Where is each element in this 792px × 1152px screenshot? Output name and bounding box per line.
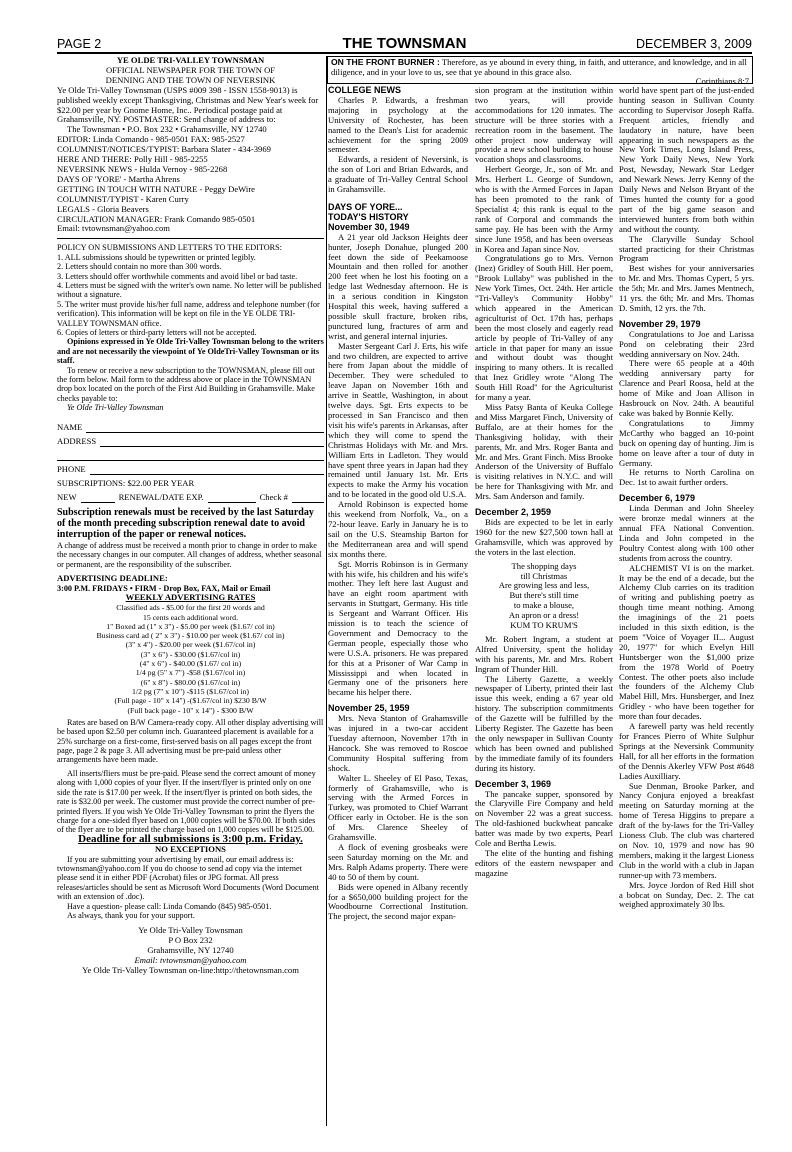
subscription-price: SUBSCRIPTIONS: $22.00 PER YEAR: [57, 477, 195, 488]
article-paragraph: Miss Patsy Banta of Keuka College and Miss Margaret Finch, University of Buffalo, are at their homes for the Thanksgiving holiday, with their parents, Mr. and Mrs. Roger Banta and Mr. and Mrs. Grant Finch. Miss Brooke Anderson of the University of Buffalo is visiting relatives in N.Y.C. and will be here for Thanksgiving with Mr. and Mrs. Sam Anderson and family.: [475, 402, 613, 502]
column-divider: [326, 56, 327, 1126]
postal-address: The Townsman • P.O. Box 232 • Grahamsville, NY 12740: [67, 124, 267, 135]
submission-deadline: Deadline for all submissions is 3:00 p.m. Friday.: [78, 832, 303, 845]
staff-line: Email: tvtownsman@yahoo.com: [57, 223, 170, 234]
phone-row: [57, 461, 324, 475]
krums-ad-poem: [475, 562, 613, 631]
policy-item: 5. The writer must provide his/her full name, address and telephone number (for verification). This information will be kept on file in the YE OLDE TRI-VALLEY TOWNSMAN office.: [57, 299, 320, 328]
page-header: [57, 35, 752, 53]
date-heading: November 29, 1979: [619, 318, 701, 329]
poem-line: Are growing less and less,: [498, 580, 590, 591]
address-row-2: [57, 447, 324, 461]
staff-line: CIRCULATION MANAGER: Frank Comando 985-0501: [57, 213, 256, 224]
inserts-note: All inserts/fliers must be pre-paid. Please send the correct amount of money along with 1,000 copies of your flyer. If the insert/flyer is printed only on one side the rate is $17.00 per week. If the insert/flyer is printed on both sides, the rate is $32.00 per week. The customer must provide the correct number of pre-printed flyers. If you wish Ye Olde Tri-Valley Townsman to print the flyers the charge for a one-sided flyer based on 1,000 copies will be $70.00. If both sides of the flyer are to be printed the charge based on 1,000 copies will be $125.00.: [57, 768, 316, 835]
rate-line: (4" x 6") - $40.00 ($1.67/ col in): [139, 659, 242, 669]
rate-line: (Full back page - 10" x 14") - $300 B/W: [127, 705, 254, 715]
no-exceptions: NO EXCEPTIONS: [155, 843, 226, 854]
article-paragraph: A 21 year old Jackson Heights deer hunter, Joseph Donahue, plunged 200 feet down the side of Peekamoose Mountain and then rolled for another 200 feet when he lost his footing on a ledge last Wednesday afternoon. He is in a serious condition in Kingston Hospital this week, having suffered a possible skull fracture, broken ribs, punctured lung, fractures of arm and wrist, and general internal injuries.: [328, 231, 468, 341]
divider: [57, 238, 324, 239]
staff-list: [57, 135, 324, 234]
name-row: [57, 419, 324, 433]
news-column-4: [619, 86, 754, 1128]
article-paragraph: He returns to North Carolina on Dec. 1st to await further orders.: [619, 467, 754, 488]
staff-line: EDITOR: Linda Comando - 985-0501 FAX: 985-2527: [57, 134, 245, 145]
staff-line: NEVERSINK NEWS - Hulda Vernoy - 985-2268: [57, 163, 228, 174]
staff-line: COLUMNIST/TYPIST - Karen Curry: [57, 193, 189, 204]
staff-line: GETTING IN TOUCH WITH NATURE - Peggy DeWire: [57, 183, 255, 194]
thanks-note: As always, thank you for your support.: [67, 910, 195, 920]
date-heading: December 6, 1979: [619, 493, 696, 504]
article-paragraph: Herbert George, Jr., son of Mr. and Mrs. Herbert L. George of Sundown, who is with the Armed Forces in Japan has been promoted to the rank of Specialist 4; this rank is equal to the rank of Corporal and commands the same pay. He has been with the Army since June 1958, and has been overseas in Korea and Japan since Nov.: [475, 164, 613, 254]
article-paragraph: Walter L. Sheeley of El Paso, Texas, formerly of Grahamsville, who is serving with the Armed Forces in Turkey, was promoted to Chief Warrant Officer early in October. He is the son of Mrs. Clarence Sheeley of Grahamsville.: [328, 772, 468, 843]
policy-item: 3. Letters should offer worthwhile comments and avoid libel or bad taste.: [57, 271, 298, 281]
header-rule: [57, 52, 752, 54]
staff-line: LEGALS - Gloria Beavers: [57, 203, 149, 214]
renewal-row: [57, 489, 324, 503]
rate-line: 1/4 pg (5" x 7") -$58 ($1.67/col in): [135, 668, 246, 678]
poem-line: till Christmas: [520, 570, 568, 581]
address-row: [57, 433, 324, 447]
article-paragraph: There were 65 people at a 40th wedding anniversary party for Clarence and Pearl Roosa, held at the home of Mike and Joan Allison in Hasbrouck on Nov. 24th. A beautiful cake was baked by Bonnie Kelly.: [619, 358, 754, 418]
name-field[interactable]: [86, 424, 324, 433]
date-heading: November 25, 1959: [328, 703, 410, 714]
front-burner-box: [327, 56, 753, 87]
poem-line: An apron or a dress!: [508, 610, 580, 621]
article-paragraph: Congratulations to Jimmy McCarthy who bagged an 10-point buck on opening day of hunting. Jim is home on leave after a tour of duty in Germany.: [619, 417, 754, 468]
article-paragraph: Best wishes for your anniversaries to Mr. and Mrs. Thomas Cypert, 5 yrs. the 5th; Mr. and Mrs. James Mentnech, 11 yrs. the 6th; Mr. and Mrs. Thomas D. Smith, 12 yrs. the 7th.: [619, 263, 754, 313]
article-paragraph: Master Sergeant Carl J. Erts, his wife and two children, are expected to arrive here from Japan about the middle of December. They were scheduled to leave Japan on November 16th and arrive in Seattle, Washington, in about twelve days. Sgt. Erts expects to be processed in San Francisco and then visit his wife's parents in Arkansas, after which they will come to spend the Christmas Holidays with Mr. and Mrs. William Erts in Ladleton. They would have spent three years in Japan had they remained until January 1st. Mr. Erts expects to make the Army his vocation and to be located in the good old U.S.A.: [328, 340, 468, 500]
article-paragraph: Mrs. Neva Stanton of Grahamsville was injured in a two-car accident Tuesday afternoon, November 17th in Hancock. She was removed to Roscoe Community Hospital suffering from shock.: [328, 713, 468, 773]
new-label: NEW: [57, 491, 77, 502]
footer-line: P O Box 232: [168, 935, 213, 946]
front-burner-text: Therefore, as ye abound in every thing, in faith, and utterance, and knowledge, and in all diligence, and in your love to us, see that ye abound in this grace also.: [331, 57, 747, 77]
address-field-2[interactable]: [57, 452, 324, 461]
article-paragraph: A farewell party was held recently for Frances Pierro of White Sulphur Springs at the Neversink Community Hall, for all her efforts in the formation of the Dennis Akerley VFW Post #648 Ladies Auxilliary.: [619, 721, 754, 781]
article-paragraph: The Claryville Sunday School started practicing for their Christmas Program: [619, 233, 754, 264]
payable-to: Ye Olde Tri-Valley Townsman: [67, 403, 164, 413]
rate-line: (Full page - 10" x 14") -($1.67/col in) $230 B/W: [114, 696, 267, 706]
footer-email[interactable]: Email: tvtownsman@yahoo.com: [134, 955, 247, 966]
news-column-2: [328, 86, 468, 1128]
footer-line: Ye Olde Tri-Valley Townsman: [138, 925, 243, 936]
address-field[interactable]: [100, 438, 324, 447]
article-paragraph: sion program at the institution within two years, will provide accommodations for 120 inmates. The structure will be three stories with a recreation room in the basement. The other project now underway will provide a new school building to house vocation shops and classrooms.: [475, 86, 613, 165]
college-news-heading: COLLEGE NEWS: [328, 86, 402, 95]
footer-line: Grahamsville, NY 12740: [147, 945, 234, 956]
policy-item: 4. Letters must be signed with the writer's own name. No letter will be published without a signature.: [57, 280, 322, 300]
masthead-column: [57, 56, 324, 1128]
paper-title: THE TOWNSMAN: [342, 35, 467, 52]
footer-address: [57, 926, 324, 976]
rate-line: 1" Boxed ad (1" x 3") - $5.00 per week ($1.67/ col in): [106, 621, 275, 631]
article-paragraph: Edwards, a resident of Neversink, is the son of Lori and Brian Edwards, and a graduate of Tri-Valley Central School in Grahamsville.: [328, 154, 468, 195]
article-paragraph: Congratulations to Joe and Larissa Pond on celebrating their 23rd wedding anniversary on Nov. 24th.: [619, 328, 754, 359]
masthead-sub: DENNING AND THE TOWN OF NEVERSINK: [105, 74, 276, 85]
phone-label: PHONE: [57, 463, 86, 474]
rate-line: 15 cents each additional word.: [142, 612, 239, 622]
question-note: Have a question- please call: Linda Comando (845) 985-0501.: [67, 901, 272, 911]
article-paragraph: Charles P. Edwards, a freshman majoring in psychology at the University of Rochester, has been named to the Dean's List for academic achievement for the spring 2009 semester.: [328, 94, 468, 155]
article-paragraph: ALCHEMIST VI is on the market. It may be the end of a decade, but the Alchemy Club carries on its tradition of writing and publishing poetry as though time meant nothing. Among the imaginings of the 21 poets included in this sixth edition, is the poem "Voice of Voyager II... August 20, 1977" for which Evelyn Hill Huntsberger won the $1,000 prize from the 1978 World of Poetry Contest. The other poets also include the founders of the Alchemy Club Mabel Hill, Mrs. Hunsberger, and Inez Gridley - who have been together for more than four decades.: [619, 562, 754, 722]
publication-info: Ye Olde Tri-Valley Townsman (USPS #009 398 - ISSN 1558-9013) is published weekly except Thanksgiving, Christmas and New Year's week for $22.00 per year by Gnome Home, Inc.. Periodical postage paid at Grahamsville, NY. POSTMASTER: Send change of address to:: [57, 84, 319, 125]
date-heading: December 2, 1959: [475, 507, 552, 518]
poem-line: to make a blouse,: [513, 600, 575, 611]
rate-line: (3" x 6") - $30.00 ($1.67/col in): [140, 649, 241, 659]
camera-ready-note: Rates are based on B/W Camera-ready copy. All other display advertising will be based upon $2.50 per column inch. Guaranteed placement is available for a 25% surcharge on a first-come, first-served basis on all pages except the front page, page 2 & page 3. All advertising must be pre-paid unless other arrangements have been made.: [57, 717, 324, 765]
date-heading: December 3, 1969: [475, 778, 552, 789]
ad-deadline: 3:00 P.M. FRIDAYS • FIRM - Drop Box, FAX, Mail or Email: [57, 583, 271, 593]
policy-item: 6. Copies of letters or third-party letters will not be accepted.: [57, 327, 257, 337]
rate-line: Business card ad ( 2" x 3") - $10.00 per week ($1.67/ col in): [96, 631, 285, 641]
rate-line: Classified ads - $5.00 for the first 20 words and: [116, 603, 265, 613]
rates-heading: WEEKLY ADVERTISING RATES: [125, 592, 256, 603]
article-paragraph: Sgt. Morris Robinson is in Germany with his wife, his children and his wife's mother. They left here last August and have an eight room apartment with servants in Stuttgart, Germany. His title is Sergeant and Warrant Officer. His mission is to teach the science of Government and Democracy to the German people, especially those who were U.S.A. prisoners. He was prepared for this at a Prisoner of War Camp in Mississippi and when located in Germany one of the prisoners here became his helper there.: [328, 558, 468, 698]
policy-heading: POLICY ON SUBMISSIONS AND LETTERS TO THE EDITORS:: [57, 243, 282, 253]
article-paragraph: A flock of evening grosbeaks were seen Saturday morning on the Mr. and Mrs. Ralph Adams property. There were 40 to 50 of them by count.: [328, 841, 468, 882]
address-change-note: A change of address must be received a month prior to change in order to make the necessary changes in our computer. All changes of address, whether seasonal or permanent, are the responsibility of the subscriber.: [57, 540, 322, 569]
subscriptions-row: [57, 475, 324, 489]
front-burner-reference: Corinthians 8:7: [695, 76, 749, 87]
staff-line: DAYS OF 'YORE' - Martha Ahrens: [57, 173, 180, 184]
renewal-label: RENEWAL/DATE EXP.: [118, 491, 204, 502]
article-paragraph: Bids are expected to be let in early 1960 for the new $27,500 town hall at Grahamsville, which was approved by the voters in the last election.: [475, 516, 613, 557]
footer-website[interactable]: Ye Olde Tri-Valley Townsman on-line:http://thetownsman.com: [82, 965, 299, 975]
poem-line: But there's still time: [509, 590, 579, 601]
article-paragraph: The elite of the hunting and fishing editors of the eastern newspaper and magazine: [475, 847, 613, 878]
article-paragraph: world have spent part of the just-ended hunting season in Sullivan County according to Supervisor Joseph Raffa. Frequent articles, friendly and laudatory in nature, have been appearing in such newspapers as the New York Times, Long Island Press, New York Daily News, New York Post, Newsday, Newark Star Ledger and Newark News. Jerry Kenny of the Daily News and Nelson Bryant of the Times hunted the county for a good part of the big game season and interviewed hunters from both within and without the county.: [619, 86, 754, 234]
news-column-3: [475, 86, 613, 1128]
page-number: PAGE 2: [57, 37, 102, 51]
ad-deadline-heading: ADVERTISING DEADLINE:: [57, 573, 168, 584]
article-paragraph: The pancake supper, sponsored by the Claryville Fire Company and held on November 22 was a great success. The old-fashioned buckwheat pancake batter was made by two experts, Pearl Cole and Bertha Lewis.: [475, 788, 613, 849]
article-paragraph: Linda Denman and John Sheeley were bronze medal winners at the annual FFA National Convention. Linda and John competed in the Poultry Contest along with 100 other students from across the country.: [619, 503, 754, 563]
opinion-note: Opinions expressed in Ye Olde Tri-Valley Townsman belong to the writers and are not necessarily the viewpoint of Ye OldeTri-Valley Townsman or its staff.: [57, 337, 324, 366]
article-paragraph: Mr. Robert Ingram, a student at Alfred University, spent the holiday with his parents, Mr. and Mrs. Robert Ingram of Thunder Hill.: [475, 633, 613, 674]
staff-line: COLUMNIST/NOTICES/TYPIST: Barbara Slater - 434-3969: [57, 144, 271, 155]
article-paragraph: The Liberty Gazette, a weekly newspaper of Liberty, printed their last issue this week, ending a 67 year old history. The subscription commitments of the Gazette will be fulfilled by the Liberty Register. The Gazette has been the only newspaper in Sullivan County which has been owned and published by the immediate family of its founders during its history.: [475, 673, 613, 773]
issue-date: DECEMBER 3, 2009: [635, 37, 752, 51]
email-note: If you are submitting your advertising by email, our email address is: tvtownsman@yahoo.com If you do choose to send ad copy via the internet please send it in either PDF (Acrobat) files or JPG format. All press releases/articles should be sent as Microsoft Word Documents (Word Document with an extension of .doc).: [57, 854, 320, 902]
masthead-title: YE OLDE TRI-VALLEY TOWNSMAN: [116, 56, 265, 65]
article-paragraph: Mrs. Joyce Jordon of Red Hill shot a bobcat on Sunday, Dec. 2. The cat weighed approximately 30 lbs.: [619, 879, 754, 910]
check-field[interactable]: [292, 494, 324, 503]
poem-line: KUM TO KRUM'S: [510, 620, 578, 631]
article-paragraph: Arnold Robinson is expected home this weekend from Norfolk, Va., on a 72-hour leave. Early in January he is to sail on the U.S. Steamship Barton for the Mediterranean area and will spend six months there.: [328, 499, 468, 559]
renewal-field[interactable]: [208, 494, 256, 503]
days-of-yore-heading: DAYS OF YORE...: [328, 201, 403, 212]
staff-line: HERE AND THERE: Polly Hill - 985-2255: [57, 154, 208, 165]
renewal-notice: Subscription renewals must be received by the last Saturday of the month preceding subscription renewal date to avoid interruption of the paper or renewal notices.: [57, 506, 314, 541]
subscription-form: [57, 419, 324, 503]
rate-line: (3" x 4") - $20.00 per week ($1.67/col in): [125, 640, 256, 650]
todays-history-heading: TODAY'S HISTORY: [328, 211, 409, 222]
rate-line: (6" x 8") - $80.00 ($1.67/col in): [140, 677, 241, 687]
name-label: NAME: [57, 421, 83, 432]
rates-list: [57, 603, 324, 715]
masthead-sub: OFFICIAL NEWSPAPER FOR THE TOWN OF: [105, 64, 276, 75]
renew-instructions: To renew or receive a new subscription to the TOWNSMAN, please fill out the form below. Mail form to the address above or place in the TOWNSMAN drop box located on the porch of the First Aid Building in Grahamsville. Make checks payable to:: [57, 365, 315, 403]
article-paragraph: Congratulations go to Mrs. Vernon (Inez) Gridley of South Hill. Her poem, "Brook Lullaby" was published in the New York Times, Oct. 24th. Her article "Tri-Valley's Community Hobby" which appeared in the American agriculturist of Oct. 17th has, perhaps been the most closely and eagerly read article by people of Tri-Valley of any article in that paper for many an issue and without doubt was thought inspiring to many others. It is recalled that Inez Gridley wrote "Along The South Hill Road" for the Agriculturist for many a year.: [475, 253, 613, 403]
policy-item: 1. ALL submissions should be typewritten or printed legibly.: [57, 252, 256, 262]
poem-line: The shopping days: [511, 560, 577, 571]
front-burner-label: ON THE FRONT BURNER :: [331, 57, 440, 67]
article-paragraph: Sue Denman, Brooke Parker, and Nancy Conjura enjoyed a breakfast meeting on Saturday morning at the home of Teresa Higgins to prepare a draft of the by-laws for the Tri-Valley Lioness Club. The club was chartered on Nov. 10, 1979 and now has 90 members, making it the largest Lioness Club in the world with a club in Japan runner-up with 73 members.: [619, 780, 754, 880]
address-label: ADDRESS: [57, 435, 97, 446]
phone-field[interactable]: [90, 466, 324, 475]
new-field[interactable]: [81, 494, 115, 503]
check-label: Check #: [259, 491, 288, 502]
date-heading: November 30, 1949: [328, 221, 410, 232]
policy-item: 2. Letters should contain no more than 300 words.: [57, 262, 222, 272]
rate-line: 1/2 pg (7" x 10") -$115 ($1.67/col in): [132, 686, 249, 696]
article-paragraph: Bids were opened in Albany recently for a $650,000 building project for the Woodbourne Correctional Institution. The project, the second major expan-: [328, 881, 468, 922]
